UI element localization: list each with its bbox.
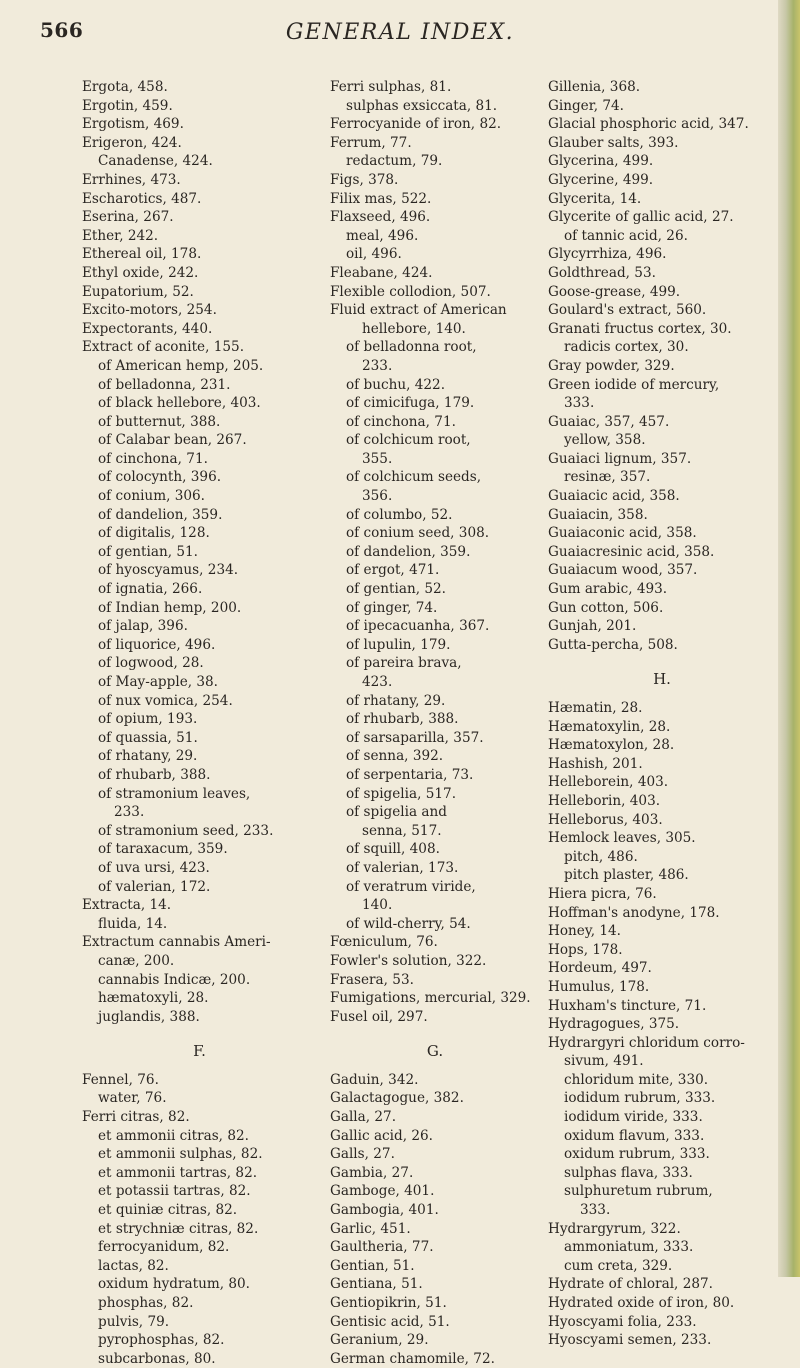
running-head: GENERAL INDEX.	[285, 20, 515, 45]
index-subentry: of dandelion, 359.	[98, 506, 223, 523]
index-subentry: oxidum hydratum, 80.	[98, 1276, 250, 1293]
index-subentry: 356.	[362, 488, 393, 505]
index-entry: Figs, 378.	[330, 171, 399, 188]
index-subentry: of quassia, 51.	[98, 729, 198, 746]
index-subentry: fluida, 14.	[98, 915, 168, 932]
index-entry: Fumigations, mercurial, 329.	[330, 990, 531, 1007]
index-subentry: lactas, 82.	[98, 1257, 169, 1274]
index-entry: Gray powder, 329.	[548, 357, 675, 374]
index-subentry: oxidum rubrum, 333.	[564, 1146, 710, 1163]
index-subentry: pyrophosphas, 82.	[98, 1332, 225, 1349]
index-subentry: hellebore, 140.	[362, 320, 466, 337]
index-subentry: of ignatia, 266.	[98, 581, 203, 598]
index-subentry: 233.	[114, 804, 145, 821]
index-subentry: of ginger, 74.	[346, 599, 438, 616]
index-subentry: of dandelion, 359.	[346, 543, 471, 560]
index-subentry: of valerian, 173.	[346, 859, 459, 876]
index-entry: Guaiac, 357, 457.	[548, 413, 670, 430]
section-letter: H.	[653, 670, 671, 689]
index-subentry: of digitalis, 128.	[98, 525, 210, 542]
index-entry: Hæmatoxylin, 28.	[548, 718, 671, 735]
index-subentry: of cinchona, 71.	[346, 413, 456, 430]
index-entry: Glycerite of gallic acid, 27.	[548, 209, 734, 226]
index-entry: Filix mas, 522.	[330, 190, 432, 207]
index-subentry: sulphuretum rubrum,	[564, 1183, 713, 1200]
index-subentry: phosphas, 82.	[98, 1295, 194, 1311]
index-entry: Galla, 27.	[330, 1109, 397, 1126]
index-entry: Glycerita, 14.	[548, 190, 642, 207]
index-entry: Gum arabic, 493.	[548, 581, 668, 598]
index-entry: Ferrum, 77.	[330, 134, 412, 151]
index-subentry: of conium seed, 308.	[346, 525, 490, 542]
section-letter: G.	[426, 1042, 444, 1061]
index-entry: Hyoscyami semen, 233.	[548, 1332, 712, 1349]
index-entry: Hemlock leaves, 305.	[548, 830, 696, 847]
index-subentry: of sarsaparilla, 357.	[346, 729, 484, 746]
index-entry: Fleabane, 424.	[330, 264, 433, 281]
index-subentry: redactum, 79.	[346, 153, 443, 170]
index-subentry: of liquorice, 496.	[98, 636, 216, 653]
index-entry: Fusel oil, 297.	[330, 1008, 428, 1025]
index-entry: Ergotism, 469.	[82, 116, 184, 133]
index-entry: Honey, 14.	[548, 923, 621, 940]
index-entry: Erigeron, 424.	[82, 134, 182, 151]
index-subentry: et ammonii tartras, 82.	[98, 1164, 258, 1181]
index-subentry: of jalap, 396.	[98, 618, 188, 635]
index-subentry: of rhubarb, 388.	[98, 766, 211, 783]
index-entry: Gentiana, 51.	[330, 1276, 423, 1293]
index-subentry: of American hemp, 205.	[98, 357, 264, 374]
index-entry: Guaiacum wood, 357.	[548, 562, 698, 579]
index-subentry: of Calabar bean, 267.	[98, 432, 247, 449]
index-column-1	[82, 78, 317, 1368]
index-subentry: meal, 496.	[346, 227, 419, 244]
index-subentry: 333.	[564, 395, 595, 412]
index-entry: Humulus, 178.	[548, 978, 650, 995]
index-entry: Extracta, 14.	[82, 897, 172, 914]
index-subentry: of buchu, 422.	[346, 376, 446, 393]
index-subentry: et ammonii citras, 82.	[98, 1127, 249, 1144]
index-entry: Frasera, 53.	[330, 971, 414, 988]
index-subentry: of tannic acid, 26.	[564, 227, 688, 244]
index-entry: Ethereal oil, 178.	[82, 246, 202, 263]
index-entry: Hyoscyami folia, 233.	[548, 1313, 697, 1330]
index-subentry: of colchicum root,	[346, 432, 471, 449]
index-entry: Galactagogue, 382.	[330, 1090, 464, 1107]
index-entry: Gambia, 27.	[330, 1164, 414, 1181]
section-letter: F.	[193, 1042, 206, 1061]
index-subentry: 333.	[580, 1202, 611, 1219]
index-entry: Gun cotton, 506.	[548, 599, 664, 616]
index-entry: Ergota, 458.	[82, 79, 168, 95]
index-entry: Gamboge, 401.	[330, 1183, 435, 1200]
index-entry: Glycerine, 499.	[548, 171, 654, 188]
index-subentry: iodidum viride, 333.	[564, 1109, 703, 1126]
index-entry: Fowler's solution, 322.	[330, 952, 487, 969]
index-subentry: cum creta, 329.	[564, 1257, 673, 1274]
index-subentry: pitch plaster, 486.	[564, 867, 689, 884]
index-entry: Gunjah, 201.	[548, 618, 637, 635]
index-entry: Helleborein, 403.	[548, 774, 669, 791]
index-subentry: of senna, 392.	[346, 748, 444, 765]
index-entry: Hydrargyrum, 322.	[548, 1220, 681, 1237]
index-entry: Fœniculum, 76.	[330, 934, 438, 951]
index-subentry: chloridum mite, 330.	[564, 1071, 709, 1088]
index-subentry: of opium, 193.	[98, 711, 198, 728]
index-entry: Gaduin, 342.	[330, 1071, 419, 1088]
index-subentry: of taraxacum, 359.	[98, 841, 228, 858]
index-entry: Excito-motors, 254.	[82, 302, 217, 319]
index-subentry: of stramonium leaves,	[98, 785, 251, 802]
index-entry: Helleborus, 403.	[548, 811, 663, 828]
index-entry: Green iodide of mercury,	[548, 376, 720, 393]
index-entry: Hydrated oxide of iron, 80.	[548, 1295, 735, 1311]
index-entry: Gallic acid, 26.	[330, 1127, 433, 1144]
index-entry: Hæmatoxylon, 28.	[548, 737, 675, 754]
index-entry: Gentian, 51.	[330, 1257, 415, 1274]
index-subentry: of squill, 408.	[346, 841, 440, 858]
index-subentry: canæ, 200.	[98, 952, 175, 969]
index-subentry: sulphas exsiccata, 81.	[346, 97, 498, 114]
index-entry: Hydrargyri chloridum corro-	[548, 1034, 745, 1051]
index-column-3	[548, 78, 776, 1350]
index-entry: Ergotin, 459.	[82, 97, 173, 114]
index-entry: Hashish, 201.	[548, 755, 643, 772]
index-subentry: of spigelia and	[346, 804, 447, 821]
index-subentry: of belladonna root,	[346, 339, 477, 356]
index-entry: Geranium, 29.	[330, 1332, 429, 1349]
index-entry: Fluid extract of American	[330, 302, 507, 319]
index-entry: Ferri citras, 82.	[82, 1109, 190, 1126]
index-subentry: of uva ursi, 423.	[98, 859, 210, 876]
index-subentry: juglandis, 388.	[98, 1008, 200, 1025]
index-subentry: of spigelia, 517.	[346, 785, 457, 802]
index-entry: Garlic, 451.	[330, 1220, 411, 1237]
index-subentry: of wild-cherry, 54.	[346, 915, 471, 932]
index-entry: Guaiacic acid, 358.	[548, 488, 680, 505]
index-subentry: hæmatoxyli, 28.	[98, 990, 209, 1007]
index-subentry: of conium, 306.	[98, 488, 205, 505]
index-subentry: of gentian, 51.	[98, 543, 198, 560]
index-entry: Flexible collodion, 507.	[330, 283, 491, 300]
index-subentry: 423.	[362, 674, 393, 690]
index-subentry: et ammonii sulphas, 82.	[98, 1146, 263, 1163]
index-subentry: of colchicum seeds,	[346, 469, 482, 486]
index-subentry: et quiniæ citras, 82.	[98, 1202, 238, 1219]
index-subentry: of cinchona, 71.	[98, 450, 208, 467]
index-entry: Guaiacresinic acid, 358.	[548, 543, 715, 560]
index-subentry: of ergot, 471.	[346, 562, 440, 579]
index-subentry: subcarbonas, 80.	[98, 1350, 216, 1367]
index-subentry: senna, 517.	[362, 822, 442, 839]
index-entry: Galls, 27.	[330, 1146, 395, 1163]
index-subentry: of valerian, 172.	[98, 878, 211, 895]
index-subentry: water, 76.	[98, 1090, 167, 1107]
index-entry: Goose-grease, 499.	[548, 283, 681, 300]
index-entry: Ferrocyanide of iron, 82.	[330, 116, 502, 133]
index-subentry: of rhubarb, 388.	[346, 711, 459, 728]
index-entry: Ferri sulphas, 81.	[330, 79, 452, 95]
index-subentry: of nux vomica, 254.	[98, 692, 233, 709]
index-subentry: Canadense, 424.	[98, 153, 213, 170]
index-entry: Goldthread, 53.	[548, 264, 656, 281]
index-entry: Hoffman's anodyne, 178.	[548, 904, 720, 921]
index-entry: Gentiopikrin, 51.	[330, 1295, 447, 1311]
index-entry: Extractum cannabis Ameri-	[82, 934, 271, 951]
index-entry: Eserina, 267.	[82, 209, 174, 226]
index-subentry: of colocynth, 396.	[98, 469, 222, 486]
index-entry: Gillenia, 368.	[548, 79, 641, 95]
index-entry: Goulard's extract, 560.	[548, 302, 707, 319]
index-entry: Gaultheria, 77.	[330, 1239, 434, 1256]
index-subentry: of belladonna, 231.	[98, 376, 231, 393]
index-subentry: et potassii tartras, 82.	[98, 1183, 251, 1200]
index-subentry: of May-apple, 38.	[98, 674, 218, 690]
index-entry: Glycyrrhiza, 496.	[548, 246, 667, 263]
index-subentry: pitch, 486.	[564, 848, 638, 865]
index-entry: Extract of aconite, 155.	[82, 339, 245, 356]
index-subentry: of stramonium seed, 233.	[98, 822, 274, 839]
index-subentry: et strychniæ citras, 82.	[98, 1220, 259, 1237]
index-column-2	[330, 78, 540, 1368]
index-entry: Hydragogues, 375.	[548, 1016, 680, 1033]
index-entry: Helleborin, 403.	[548, 792, 661, 809]
index-entry: Expectorants, 440.	[82, 320, 213, 337]
index-subentry: of black hellebore, 403.	[98, 395, 261, 412]
index-entry: Glacial phosphoric acid, 347.	[548, 116, 749, 133]
index-subentry: radicis cortex, 30.	[564, 339, 689, 356]
index-entry: Escharotics, 487.	[82, 190, 202, 207]
index-entry: Ethyl oxide, 242.	[82, 264, 199, 281]
index-subentry: oxidum flavum, 333.	[564, 1127, 705, 1144]
index-subentry: of rhatany, 29.	[346, 692, 446, 709]
index-subentry: oil, 496.	[346, 246, 402, 263]
index-subentry: of ipecacuanha, 367.	[346, 618, 490, 635]
index-entry: Guaiaconic acid, 358.	[548, 525, 697, 542]
index-subentry: of pareira brava,	[346, 655, 462, 672]
index-entry: Glycerina, 499.	[548, 153, 654, 170]
index-subentry: of rhatany, 29.	[98, 748, 198, 765]
index-entry: Guaiacin, 358.	[548, 506, 648, 523]
index-entry: Granati fructus cortex, 30.	[548, 320, 732, 337]
page-edge-stain	[778, 0, 800, 1277]
index-entry: Hordeum, 497.	[548, 960, 652, 977]
index-subentry: of serpentaria, 73.	[346, 766, 474, 783]
index-entry: Hæmatin, 28.	[548, 700, 643, 716]
index-entry: Glauber salts, 393.	[548, 134, 679, 151]
index-entry: Gentisic acid, 51.	[330, 1313, 450, 1330]
index-entry: Hydrate of chloral, 287.	[548, 1276, 713, 1293]
index-subentry: of Indian hemp, 200.	[98, 599, 242, 616]
index-subentry: of hyoscyamus, 234.	[98, 562, 239, 579]
index-subentry: of veratrum viride,	[346, 878, 476, 895]
index-entry: Ginger, 74.	[548, 97, 624, 114]
index-entry: Errhines, 473.	[82, 171, 181, 188]
index-subentry: of cimicifuga, 179.	[346, 395, 475, 412]
index-subentry: yellow, 358.	[564, 432, 646, 449]
index-entry: Fennel, 76.	[82, 1071, 159, 1088]
index-subentry: resinæ, 357.	[564, 469, 651, 486]
index-subentry: 140.	[362, 897, 393, 914]
index-subentry: 355.	[362, 450, 393, 467]
index-subentry: cannabis Indicæ, 200.	[98, 971, 251, 988]
index-entry: Flaxseed, 496.	[330, 209, 431, 226]
index-entry: Huxham's tincture, 71.	[548, 997, 707, 1014]
index-subentry: of lupulin, 179.	[346, 636, 451, 653]
index-entry: Eupatorium, 52.	[82, 283, 194, 300]
index-entry: Hops, 178.	[548, 941, 623, 958]
index-entry: Hiera picra, 76.	[548, 885, 657, 902]
index-subentry: of logwood, 28.	[98, 655, 204, 672]
index-entry: Gambogia, 401.	[330, 1202, 439, 1219]
index-entry: German chamomile, 72.	[330, 1350, 495, 1367]
index-subentry: pulvis, 79.	[98, 1313, 170, 1330]
page-number: 566	[40, 18, 84, 42]
index-subentry: of columbo, 52.	[346, 506, 453, 523]
index-subentry: ferrocyanidum, 82.	[98, 1239, 230, 1256]
index-subentry: iodidum rubrum, 333.	[564, 1090, 716, 1107]
index-subentry: of gentian, 52.	[346, 581, 446, 598]
index-subentry: 233.	[362, 357, 393, 374]
index-subentry: of butternut, 388.	[98, 413, 221, 430]
index-entry: Gutta-percha, 508.	[548, 636, 678, 653]
index-entry: Ether, 242.	[82, 227, 159, 244]
index-subentry: ammoniatum, 333.	[564, 1239, 694, 1256]
index-subentry: sulphas flava, 333.	[564, 1164, 693, 1181]
index-entry: Guaiaci lignum, 357.	[548, 450, 692, 467]
index-subentry: sivum, 491.	[564, 1053, 644, 1070]
